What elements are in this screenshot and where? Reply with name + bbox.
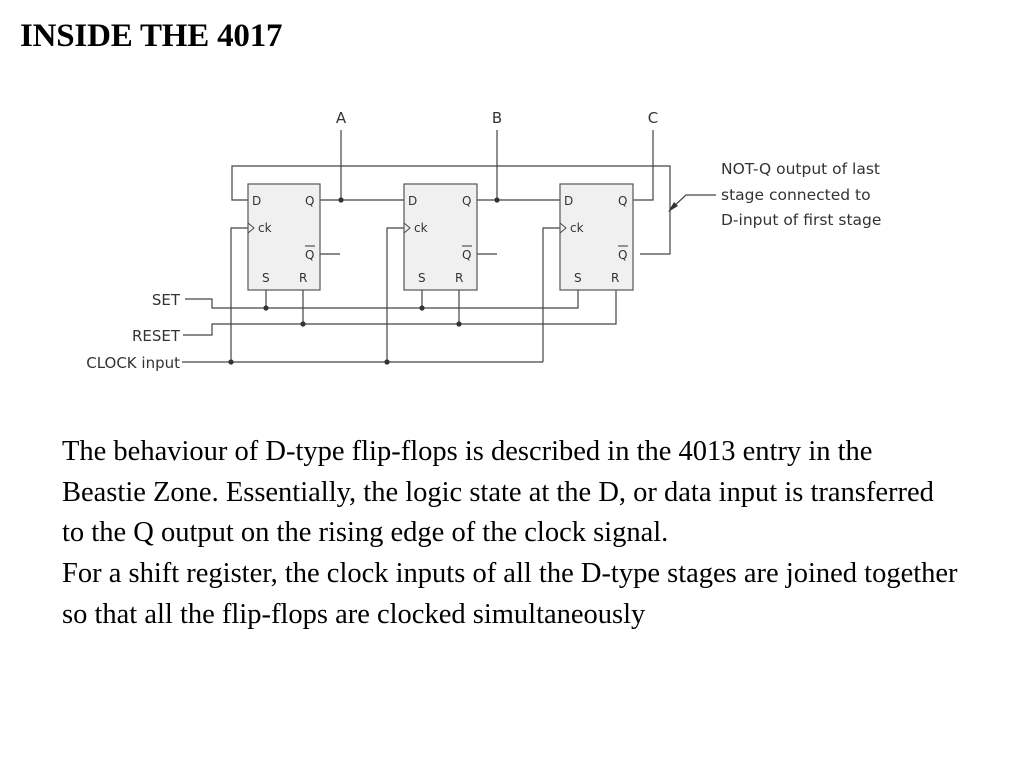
wire-clock-2	[387, 228, 404, 362]
body-text	[62, 432, 962, 636]
paragraph: For a shift register, the clock inputs of all the D-type stages are joined together so that all the flip-flops are clocked simultaneously	[62, 558, 958, 630]
pin-s: S	[262, 271, 270, 285]
pin-r: R	[299, 271, 308, 285]
annotation-line-3: D-input of first stage	[721, 211, 882, 229]
wire-output-c	[633, 130, 653, 200]
annotation-leader	[672, 195, 716, 208]
pin-qbar: Q	[618, 248, 628, 262]
wire-clock-3	[543, 228, 560, 362]
output-label-c: C	[647, 109, 659, 127]
output-label-b: B	[491, 109, 503, 127]
reset-bus	[183, 290, 616, 335]
reset-input-label: RESET	[131, 327, 180, 345]
pin-q: Q	[618, 194, 628, 208]
pin-s: S	[574, 271, 582, 285]
pin-q: Q	[462, 194, 472, 208]
pin-d: D	[564, 194, 574, 208]
pin-d: D	[252, 194, 262, 208]
annotation-line-1: NOT-Q output of last	[721, 160, 881, 178]
wire-clock-1	[231, 228, 248, 362]
pin-r: R	[611, 271, 620, 285]
pin-r: R	[455, 271, 464, 285]
pin-ck: ck	[570, 221, 584, 235]
pin-qbar: Q	[462, 248, 472, 262]
clock-input-label: CLOCK input	[86, 354, 180, 372]
set-input-label: SET	[151, 291, 180, 309]
page-title: INSIDE THE 4017	[20, 18, 283, 54]
pin-ck: ck	[414, 221, 428, 235]
output-label-a: A	[335, 109, 347, 127]
set-bus	[185, 290, 578, 308]
pin-d: D	[408, 194, 418, 208]
annotation-line-2: stage connected to	[721, 186, 871, 204]
pin-qbar: Q	[305, 248, 315, 262]
pin-s: S	[418, 271, 426, 285]
paragraph: The behaviour of D-type flip-flops is described in the 4013 entry in the Beastie Zone. Essentially, the logic state at the D, or data input is transferred to the Q output on the rising edge of the clock signal.	[62, 436, 934, 549]
pin-ck: ck	[258, 221, 272, 235]
pin-q: Q	[305, 194, 315, 208]
